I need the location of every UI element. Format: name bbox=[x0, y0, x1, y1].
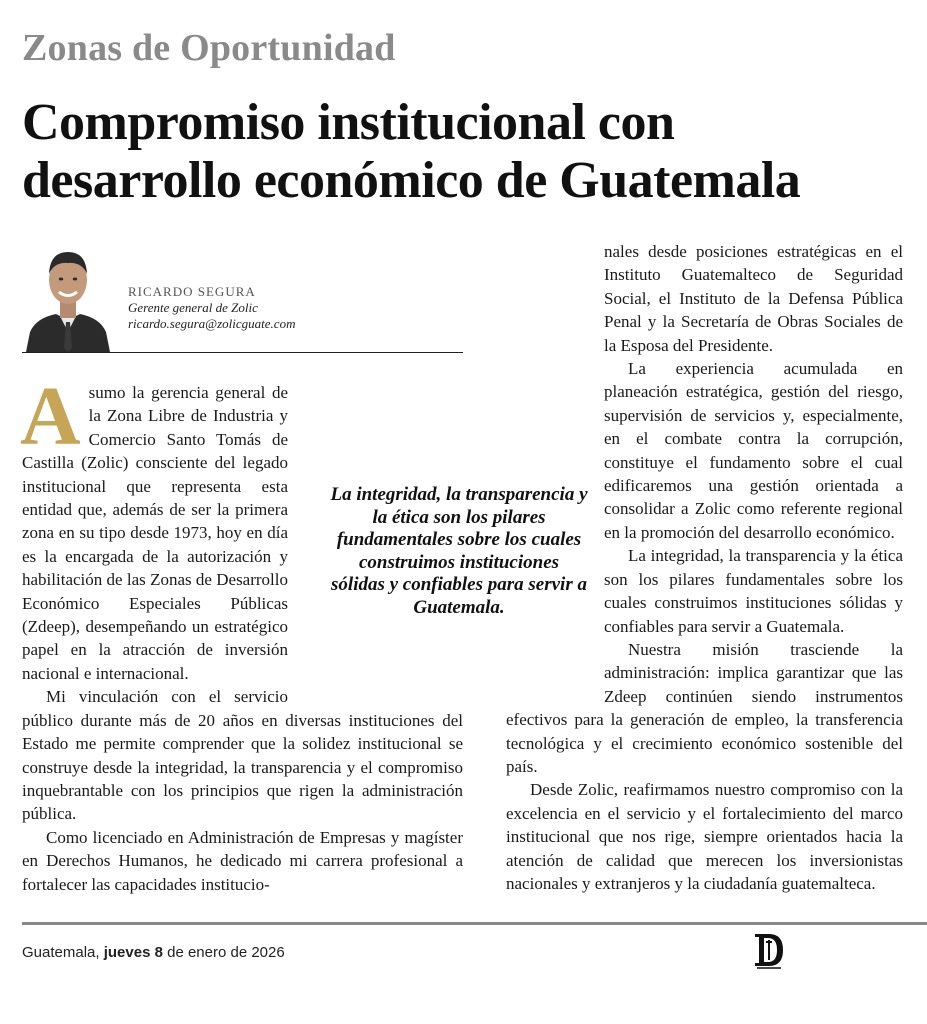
paragraph-3: Como licenciado en Administración de Empresas y magíster en Derechos Humanos, he dedicado mi carrera profesional a fortalecer las capacidades institucio- bbox=[22, 827, 463, 894]
paragraph-5: La integridad, la transparencia y la ética son los pilares fundamentales sobre los cuales construimos instituciones sólidas y confiables para servir a Guatemala. bbox=[604, 546, 903, 636]
section-title: Zonas de Oportunidad bbox=[22, 27, 396, 69]
paragraph-1-text: sumo la gerencia general de la Zona Libre de Industria y Comercio Santo Tomás de Castilla (Zolic) consciente del legado institucional que representa esta entidad que, además de ser la primera zona en su tipo desde 1973, hoy en día es la encargada de la autorización y habilitación de las Zonas de Desarrollo Económico Especiales Públicas (Zdeep), desempeñando un estratégico papel en la atracción de inversión nacional e internacional. bbox=[22, 383, 288, 683]
paragraph-3-continued: nales desde posiciones estratégicas en el Instituto Guatemalteco de Seguridad Social, el Instituto de la Defensa Pública Penal y la Secretaría de Obras Sociales de la Esposa del Presidente. bbox=[604, 242, 903, 355]
headline-line-2: desarrollo económico de Guatemala bbox=[22, 152, 801, 209]
author-name: RICARDO SEGURA bbox=[128, 284, 256, 299]
author-title: Gerente general de Zolic bbox=[128, 300, 258, 315]
footer-city: Guatemala, bbox=[22, 944, 104, 961]
headline-line-1: Compromiso institucional con bbox=[22, 94, 675, 151]
paragraph-6: Nuestra misión trasciende la administración: implica garantizar que las Zdeep continúen siendo instrumentos efectivos para la generación de empleo, la transferencia tecnológica y el crecimiento económico sostenible del país. bbox=[506, 639, 903, 776]
paragraph-4: La experiencia acumulada en planeación estratégica, gestión del riesgo, supervisión de servicios y, especialmente, en el combate contra la corrupción, constituye el fundamento sobre el cual edificaremos una gestión orientada a consolidar a Zolic como referente regional en la promoción del desarrollo económico. bbox=[604, 359, 903, 542]
diario-d-logo-icon bbox=[752, 930, 786, 970]
paragraph-7: Desde Zolic, reafirmamos nuestro compromiso con la excelencia en el servicio y el fortalecimiento del marco institucional que nos rige, siempre orientados hacia la atención de calidad que merecen los inversionistas nacionales y extranjeros y la ciudadanía guatemalteca. bbox=[506, 780, 903, 893]
footer-date: de enero de 2026 bbox=[162, 944, 285, 961]
byline bbox=[128, 284, 295, 332]
pull-quote: La integridad, la transparencia y la ética son los pilares fundamentales sobre los cuales construimos instituciones sólidas y confiables para servir a Guatemala. bbox=[330, 484, 588, 618]
article-column-left bbox=[20, 370, 463, 896]
author-email[interactable]: ricardo.segura@zolicguate.com bbox=[128, 316, 296, 331]
footer-dateline bbox=[22, 944, 285, 961]
author-photo bbox=[22, 236, 114, 352]
footer-divider bbox=[22, 922, 927, 925]
headline bbox=[22, 94, 912, 210]
byline-divider bbox=[22, 352, 463, 353]
footer-weekday: jueves 8 bbox=[103, 944, 163, 961]
dropcap: A bbox=[20, 370, 81, 463]
paragraph-2: Mi vinculación con el servicio público durante más de 20 años en diversas instituciones del Estado me permite comprender que la solidez institucional se construye desde la integridad, la transparencia y el compromiso inquebrantable con los principios que rigen la administración pública. bbox=[22, 687, 463, 824]
